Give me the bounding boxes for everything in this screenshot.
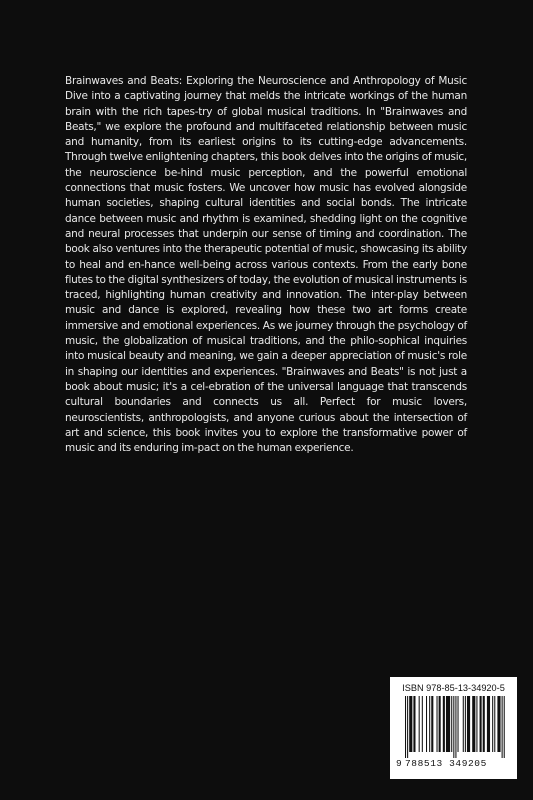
barcode-bar bbox=[405, 696, 406, 758]
barcode-bar bbox=[463, 696, 464, 752]
barcode-bar bbox=[472, 696, 475, 752]
barcode-bar bbox=[439, 696, 441, 752]
barcode-bar bbox=[455, 696, 456, 758]
barcode-bar bbox=[502, 696, 503, 758]
book-description: Brainwaves and Beats: Exploring the Neuroscience and Anthropology of Music Dive into a captivating journey that melds the intricate workings of the human brain with the rich tapes-try of global musical traditions. In "Brainwaves and Beats," we explore the profound and multifaceted relationship between music and humanity, from its earliest origins to its cutting-edge advancements. Through twelve enlightening chapters, this book delves into the origins of music, the neuroscience be-hind music perception, and the powerful emotional connections that music fosters. We uncover how music has evolved alongside human societies, shaping cultural identities and social bonds. The intricate dance between music and rhythm is examined, shedding light on the cognitive and neural processes that underpin our sense of timing and coordination. The book also ventures into the therapeutic potential of music, showcasing its ability to heal and en-hance well-being across various contexts. From the early bone flutes to the digital synthesizers of today, the evolution of musical instruments is traced, highlighting human creativity and innovation. The inter-play between music and dance is explored, revealing how these two art forms create immersive and emotional experiences. As we journey through the psychology of music, the globalization of musical traditions, and the philo-sophical inquiries into musical beauty and meaning, we gain a deeper appreciation of music's role in shaping our identities and experiences. "Brainwaves and Beats" is not just a book about music; it's a cel-ebration of the universal language that transcends cultural boundaries and connects us all. Perfect for music lovers, neuroscientists, anthropologists, and anyone curious about the intersection of art and science, this book invites you to explore the transformative power of music and its enduring im-pact on the human experience. bbox=[65, 75, 467, 455]
barcode-bar bbox=[413, 696, 415, 752]
barcode-bar bbox=[422, 696, 423, 752]
barcode-bar bbox=[504, 696, 505, 758]
ean-digits bbox=[396, 758, 511, 770]
barcode-bar bbox=[431, 696, 433, 752]
barcode-bar bbox=[467, 696, 470, 752]
ean-lead-digit: 9 bbox=[396, 758, 402, 769]
barcode-bar bbox=[487, 696, 490, 752]
barcode-bar bbox=[483, 696, 485, 752]
barcode-bar bbox=[429, 696, 430, 752]
barcode-bar bbox=[409, 696, 412, 752]
barcode-bar bbox=[465, 696, 466, 752]
barcode-bar bbox=[437, 696, 438, 752]
barcode-bar bbox=[446, 696, 450, 752]
isbn-label: ISBN 978-85-13-34920-5 bbox=[402, 683, 505, 693]
barcode-bar bbox=[453, 696, 454, 758]
isbn-barcode-box bbox=[390, 677, 517, 779]
barcode-bar bbox=[419, 696, 420, 752]
barcode-bar bbox=[407, 696, 408, 758]
barcode-bar bbox=[451, 696, 452, 752]
barcode-bar bbox=[426, 696, 427, 752]
barcode-bar bbox=[443, 696, 445, 752]
barcode-bar bbox=[497, 696, 500, 752]
barcode-bar bbox=[492, 696, 493, 752]
barcode-bar bbox=[494, 696, 495, 752]
ean-digit-groups: 788513 349205 bbox=[405, 758, 487, 769]
barcode-bar bbox=[476, 696, 477, 752]
barcode-bar bbox=[480, 696, 482, 752]
barcode-icon bbox=[396, 696, 511, 758]
barcode-bar bbox=[458, 696, 459, 752]
